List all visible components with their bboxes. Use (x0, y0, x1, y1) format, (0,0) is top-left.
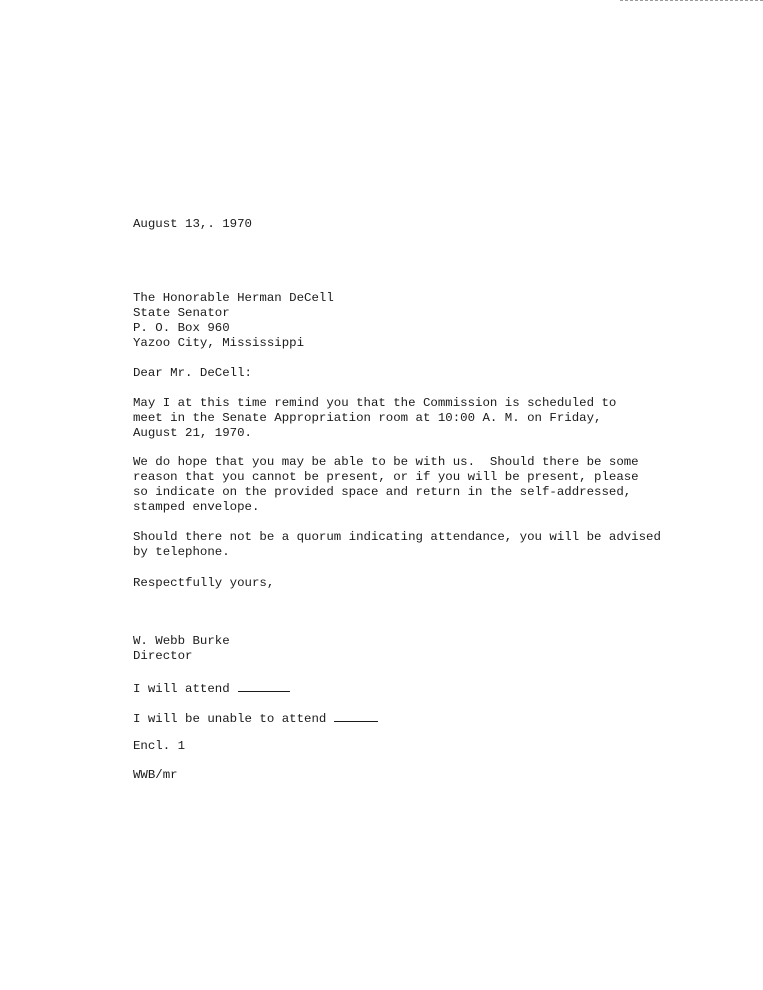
body-paragraph-1 (133, 396, 693, 441)
body-paragraph-2 (133, 455, 693, 515)
corner-dashed-line (620, 0, 763, 4)
attend-label: I will attend (133, 682, 230, 696)
paragraph-line: meet in the Senate Appropriation room at 10:00 A. M. on Friday, (133, 411, 602, 425)
recipient-address: P. O. Box 960 (133, 321, 230, 335)
reference-initials-text: WWB/mr (133, 768, 178, 782)
salutation-text: Dear Mr. DeCell: (133, 366, 252, 380)
recipient-city: Yazoo City, Mississippi (133, 336, 305, 350)
paragraph-line: reason that you cannot be present, or if you will be present, please (133, 470, 639, 484)
recipient-address-block (133, 291, 693, 351)
closing-text: Respectfully yours, (133, 576, 275, 590)
unable-label: I will be unable to attend (133, 712, 327, 726)
paragraph-line: stamped envelope. (133, 500, 260, 514)
date-text: August 13,. 1970 (133, 217, 252, 231)
paragraph-line: Should there not be a quorum indicating attendance, you will be advised (133, 530, 661, 544)
paragraph-line: We do hope that you may be able to be with us. Should there be some (133, 455, 639, 469)
paragraph-line: May I at this time remind you that the Commission is scheduled to (133, 396, 617, 410)
recipient-title: State Senator (133, 306, 230, 320)
unable-response-line (133, 709, 693, 727)
letter-date (133, 217, 693, 232)
signer-title: Director (133, 649, 193, 663)
enclosure-text: Encl. 1 (133, 739, 186, 753)
attend-blank[interactable] (238, 679, 290, 692)
unable-blank[interactable] (334, 709, 378, 722)
paragraph-line: by telephone. (133, 545, 230, 559)
recipient-name: The Honorable Herman DeCell (133, 291, 334, 305)
salutation (133, 366, 693, 381)
signer-name: W. Webb Burke (133, 634, 230, 648)
body-paragraph-3 (133, 530, 693, 560)
paragraph-line: so indicate on the provided space and return in the self-addressed, (133, 485, 632, 499)
paragraph-line: August 21, 1970. (133, 426, 252, 440)
reference-initials (133, 768, 693, 783)
attend-response-line (133, 679, 693, 697)
signature-block (133, 634, 693, 664)
closing (133, 576, 693, 591)
enclosure-note (133, 739, 693, 754)
